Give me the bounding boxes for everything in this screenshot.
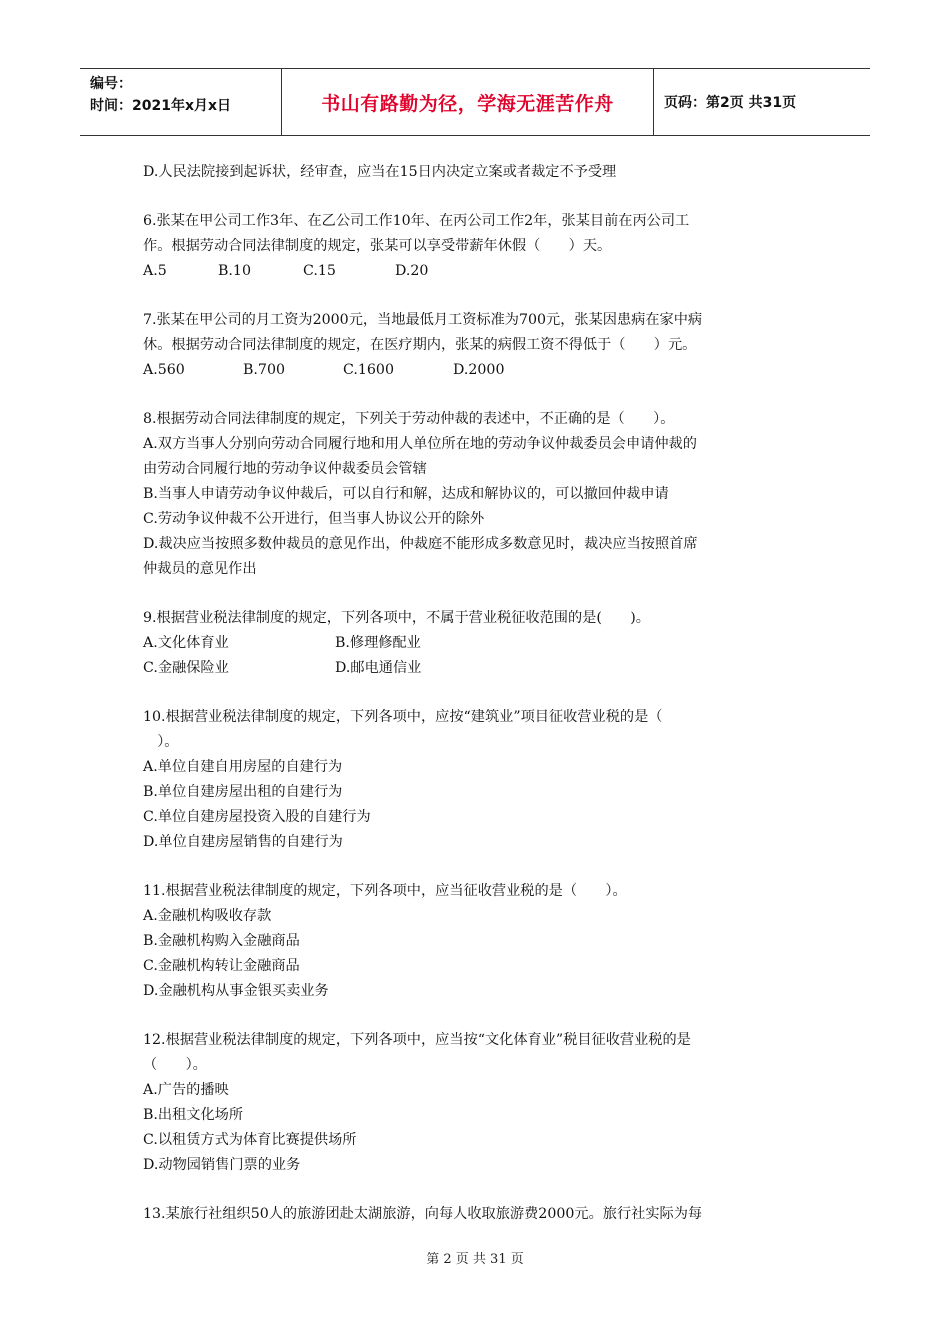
question-13 [143,1202,813,1227]
option-d: D.2000 [453,362,505,378]
option-b: B.10 [218,263,251,279]
document-body [143,160,813,1251]
text-line: 休。根据劳动合同法律制度的规定，在医疗期内，张某的病假工资不得低于（ ）元。 [143,337,697,353]
option-c: C.金融保险业 [143,660,229,676]
text-line: 11.根据营业税法律制度的规定，下列各项中，应当征收营业税的是（ ）。 [143,883,627,899]
text-line: A.单位自建自用房屋的自建行为 [143,759,343,775]
page-header [80,68,870,136]
question-7 [143,308,813,383]
option-d: D.20 [395,263,429,279]
text-line: C.劳动争议仲裁不公开进行，但当事人协议公开的除外 [143,511,485,527]
header-page-info: 页码：第2页 共31页 [664,95,797,111]
options-row [143,358,813,383]
option-b: B.700 [243,362,286,378]
number-label: 编号： [90,76,132,92]
text-line: D.动物园销售门票的业务 [143,1157,301,1173]
page-footer: 第 2 页 共 31 页 [426,1252,524,1267]
option-b: B.修理修配业 [335,635,421,651]
text-line: D.单位自建房屋销售的自建行为 [143,834,343,850]
option-a: A.文化体育业 [143,635,229,651]
date-label: 时间：2021年x月x日 [90,98,232,114]
text-line: 仲裁员的意见作出 [143,561,257,577]
header-motto: 书山有路勤为径，学海无涯苦作舟 [282,69,654,135]
option-d: D.邮电通信业 [335,660,422,676]
question-6 [143,209,813,284]
text-line: 由劳动合同履行地的劳动争议仲裁委员会管辖 [143,461,427,477]
text-line: D.人民法院接到起诉状，经审查，应当在15日内决定立案或者裁定不予受理 [143,164,617,180]
question-9 [143,606,813,681]
text-line: ）。 [143,734,179,750]
text-line: C.金融机构转让金融商品 [143,958,300,974]
text-line: （ ）。 [143,1057,207,1073]
text-line: B.当事人申请劳动争议仲裁后，可以自行和解，达成和解协议的，可以撤回仲裁申请 [143,486,669,502]
text-line: B.金融机构购入金融商品 [143,933,300,949]
option-c: C.15 [303,263,336,279]
text-line: B.单位自建房屋出租的自建行为 [143,784,343,800]
text-line: D.金融机构从事金银买卖业务 [143,983,329,999]
option-c: C.1600 [343,362,394,378]
question-12 [143,1028,813,1178]
text-line: 12.根据营业税法律制度的规定，下列各项中，应当按“文化体育业”税目征收营业税的是 [143,1032,691,1048]
question-8 [143,407,813,582]
option-a: A.5 [143,263,167,279]
text-line: 10.根据营业税法律制度的规定，下列各项中，应按“建筑业”项目征收营业税的是（ [143,709,663,725]
header-meta [80,69,282,135]
text-line: 6.张某在甲公司工作3年、在乙公司工作10年、在丙公司工作2年，张某目前在丙公司工 [143,213,690,229]
question-block [143,160,813,185]
options-row [143,656,813,681]
text-line: 9.根据营业税法律制度的规定，下列各项中，不属于营业税征收范围的是( )。 [143,610,650,626]
question-11 [143,879,813,1004]
text-line: C.单位自建房屋投资入股的自建行为 [143,809,371,825]
text-line: A.双方当事人分别向劳动合同履行地和用人单位所在地的劳动争议仲裁委员会申请仲裁的 [143,436,697,452]
options-row [143,631,813,656]
text-line: A.广告的播映 [143,1082,229,1098]
text-line: A.金融机构吸收存款 [143,908,272,924]
text-line: D.裁决应当按照多数仲裁员的意见作出，仲裁庭不能形成多数意见时，裁决应当按照首席 [143,536,698,552]
text-line: 7.张某在甲公司的月工资为2000元，当地最低月工资标准为700元，张某因患病在家中病 [143,312,703,328]
text-line: 8.根据劳动合同法律制度的规定，下列关于劳动仲裁的表述中，不正确的是（ ）。 [143,411,675,427]
options-row [143,259,813,284]
text-line: B.出租文化场所 [143,1107,244,1123]
text-line: 13.某旅行社组织50人的旅游团赴太湖旅游，向每人收取旅游费2000元。旅行社实际为每 [143,1206,703,1222]
text-line: C.以租赁方式为体育比赛提供场所 [143,1132,357,1148]
question-10 [143,705,813,855]
option-a: A.560 [143,362,185,378]
text-line: 作。根据劳动合同法律制度的规定，张某可以享受带薪年休假（ ）天。 [143,238,612,254]
